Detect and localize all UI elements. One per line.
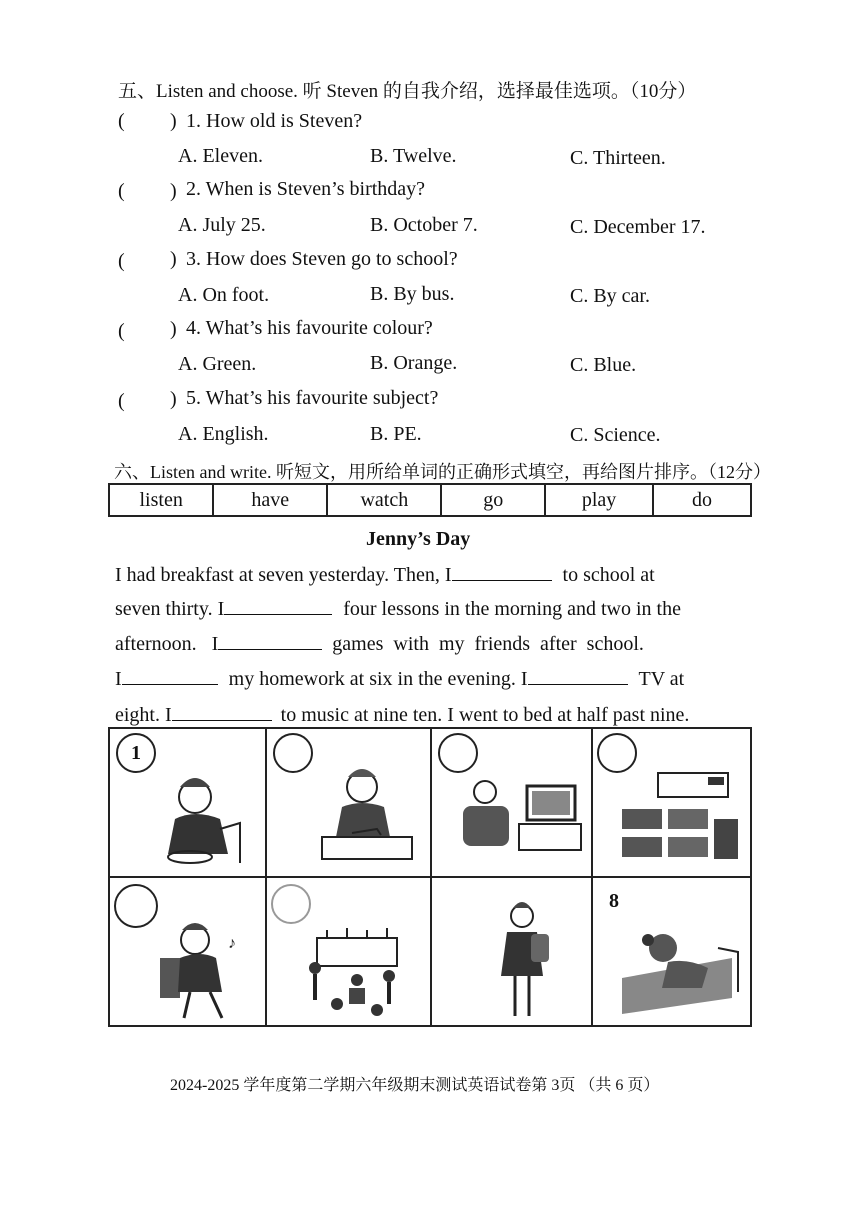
school-bag-picture-icon xyxy=(487,898,557,1023)
tv-picture-icon xyxy=(457,764,587,869)
order-circle[interactable] xyxy=(273,733,313,773)
option-b: B. Twelve. xyxy=(370,145,457,167)
option-a: A. On foot. xyxy=(178,284,270,306)
option-b: B. By bus. xyxy=(370,283,455,305)
story-title: Jenny’s Day xyxy=(366,528,471,550)
picture-cell xyxy=(110,878,267,1025)
passage-line-5 xyxy=(115,704,689,727)
answer-paren-close: ) xyxy=(170,180,177,202)
word-bank-cell: go xyxy=(441,484,545,516)
passage-text: to school at xyxy=(562,564,655,586)
passage-text: afternoon. I xyxy=(115,633,219,655)
option-a: A. July 25. xyxy=(178,214,266,236)
question-text: 2. When is Steven’s birthday? xyxy=(186,178,426,200)
eating-picture-icon xyxy=(150,769,250,869)
fill-blank[interactable] xyxy=(122,684,218,685)
picture-cell xyxy=(110,729,267,878)
answer-paren-close: ) xyxy=(170,388,177,410)
fill-blank[interactable] xyxy=(224,614,332,615)
picture-cell xyxy=(432,878,593,1025)
passage-text: I xyxy=(115,668,122,690)
bed-picture-icon xyxy=(618,918,743,1018)
music-picture-icon xyxy=(150,918,260,1023)
passage-line-4 xyxy=(115,668,684,691)
passage-text: my homework at six in the evening. I xyxy=(228,668,528,690)
passage-text: I had breakfast at seven yesterday. Then, I xyxy=(115,564,452,586)
option-c: C. Thirteen. xyxy=(570,147,666,169)
word-bank-cell: play xyxy=(545,484,653,516)
order-circle[interactable] xyxy=(597,733,637,773)
fill-blank[interactable] xyxy=(528,684,628,685)
passage-text: seven thirty. I xyxy=(115,598,225,620)
order-circle[interactable]: 1 xyxy=(116,733,156,773)
option-b: B. Orange. xyxy=(370,352,458,374)
option-c: C. Science. xyxy=(570,424,661,446)
picture-cell xyxy=(593,729,750,878)
word-bank-cell: have xyxy=(213,484,327,516)
answer-paren-close: ) xyxy=(170,318,177,340)
passage-line-3 xyxy=(115,633,644,656)
question-text: 1. How old is Steven? xyxy=(186,110,363,132)
option-a: A. English. xyxy=(178,423,269,445)
answer-paren-close: ) xyxy=(170,248,177,270)
section6-title: 六、Listen and write. 听短文，用所给单词的正确形式填空，再给图片排序。（12分） xyxy=(114,462,771,482)
word-bank xyxy=(108,483,752,517)
section5-title: 五、Listen and choose. 听 Steven 的自我介绍，选择最佳选项。（10分） xyxy=(118,81,697,102)
word-bank-cell: watch xyxy=(327,484,441,516)
option-c: C. By car. xyxy=(570,285,650,307)
question-text: 3. How does Steven go to school? xyxy=(186,248,458,270)
order-number: 8 xyxy=(609,890,619,912)
passage-text: games with my friends after school. xyxy=(332,633,644,655)
answer-paren-open: ( xyxy=(118,250,125,272)
fill-blank[interactable] xyxy=(218,649,322,650)
option-b: B. October 7. xyxy=(370,214,478,236)
picture-grid xyxy=(108,727,752,1027)
option-c: C. Blue. xyxy=(570,354,637,376)
option-c: C. December 17. xyxy=(570,216,706,238)
question-text: 4. What’s his favourite colour? xyxy=(186,317,433,339)
passage-line-1 xyxy=(115,564,655,587)
passage-text: four lessons in the morning and two in the xyxy=(343,598,681,620)
answer-paren-open: ( xyxy=(118,180,125,202)
option-a: A. Eleven. xyxy=(178,145,263,167)
option-a: A. Green. xyxy=(178,353,257,375)
word-bank-cell: listen xyxy=(109,484,213,516)
classroom-picture-icon xyxy=(618,769,743,874)
passage-line-2 xyxy=(115,598,681,621)
passage-text: eight. I xyxy=(115,704,172,726)
playground-picture-icon xyxy=(297,918,422,1023)
picture-cell xyxy=(267,729,432,878)
answer-paren-open: ( xyxy=(118,110,125,132)
answer-paren-open: ( xyxy=(118,320,125,342)
homework-picture-icon xyxy=(312,759,422,869)
fill-blank[interactable] xyxy=(452,580,552,581)
passage-text: TV at xyxy=(638,668,685,690)
option-b: B. PE. xyxy=(370,423,422,445)
svg-text:♪: ♪ xyxy=(228,935,236,952)
word-bank-cell: do xyxy=(653,484,751,516)
picture-cell xyxy=(593,878,750,1025)
question-text: 5. What’s his favourite subject? xyxy=(186,387,439,409)
answer-paren-open: ( xyxy=(118,390,125,412)
picture-cell xyxy=(432,729,593,878)
page-footer: 2024-2025 学年度第二学期六年级期末测试英语试卷第 3页 （共 6 页） xyxy=(170,1077,660,1094)
fill-blank[interactable] xyxy=(172,720,272,721)
answer-paren-close: ) xyxy=(170,110,177,132)
passage-text: to music at nine ten. I went to bed at half past nine. xyxy=(280,704,690,726)
picture-cell xyxy=(267,878,432,1025)
